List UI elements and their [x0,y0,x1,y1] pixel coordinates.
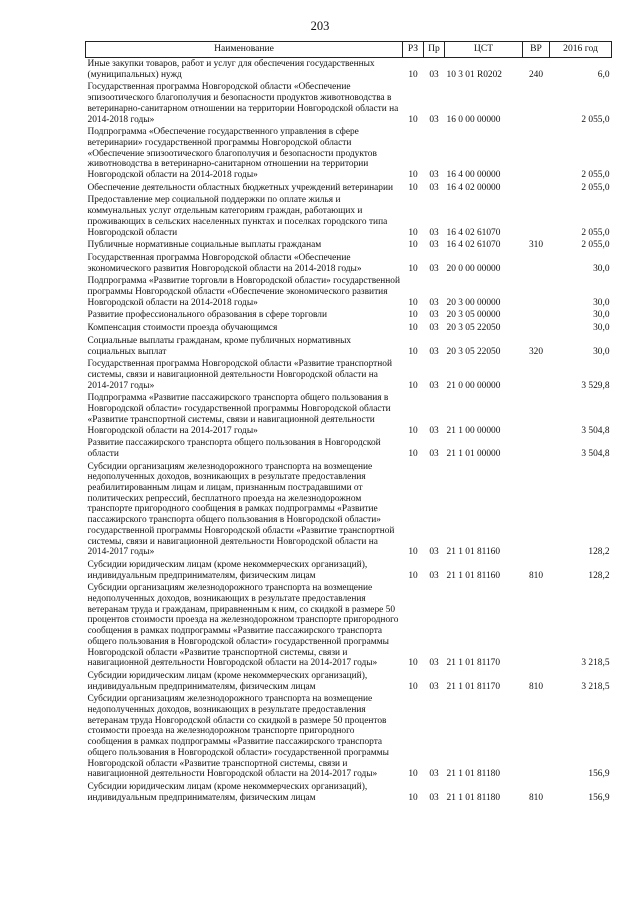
table-row [86,309,612,322]
row-vr: 310 [528,240,544,251]
row-pr: 03 [429,769,439,780]
row-cst: 20 3 00 00000 [446,297,501,308]
row-cst: 21 1 01 81160 [446,547,501,558]
row-pr: 03 [429,380,439,391]
row-amount: 128,2 [588,547,610,558]
row-amount: 3 504,8 [581,448,610,459]
row-amount: 2 055,0 [581,227,610,238]
row-cst: 21 1 01 81170 [446,681,501,692]
row-cst: 16 4 02 00000 [446,182,501,193]
table-row [86,194,612,239]
row-vr [523,194,550,239]
row-rz: 10 [408,570,418,581]
row-name: Государственная программа Новгородской области «Развитие транспортной системы, связи и навигационной деятельности Новгородской области на 2014-2017 годы» [87,359,392,391]
table-row [86,335,612,358]
row-vr: 810 [528,570,544,581]
row-amount: 2 055,0 [581,240,610,251]
row-vr [523,582,550,670]
header-pr: Пр [424,42,445,58]
row-cst: 16 0 00 00000 [446,114,501,125]
row-name: Субсидии юридическим лицам (кроме некоммерческих организаций), индивидуальным предпринимателям, физическим лицам [87,782,368,803]
row-rz: 10 [408,448,418,459]
header-vr: ВР [523,42,550,58]
row-rz: 10 [408,240,418,251]
row-name: Развитие профессионального образования в сфере торговли [87,310,328,321]
row-name: Субсидии организациям железнодорожного транспорта на возмещение недополученных доходов, возникающих в результате предоставления ветеранам труда Новгородской области со скидкой в размере 50 процентов стоимости проезда на железнодорожном транспорте пригородного сообщения в рамках подпрограммы «Развитие пассажирского транспорта общего пользования в Новгородской области» государственной программы Новгородской области «Развитие транспортной системы, связи и навигационной деятельности Новгородской области на 2014-2017 годы» [87,694,389,780]
row-amount: 2 055,0 [581,182,610,193]
row-name: Субсидии организациям железнодорожного транспорта на возмещение недополученных доходов, возникающих в результате предоставления реабилитированным лицам и лицам, признанным пострадавшими от политических репрессий, бесплатного проезда на железнодорожном транспорте пригородного сообщения в рамках подпрограммы «Развитие пассажирского транспорта общего пользования в Новгородской области» государственной программы Новгородской области «Развитие транспортной системы, связи и навигационной деятельности Новгородской области на 2014-2017 годы» [87,461,395,558]
row-pr: 03 [429,792,439,803]
row-amount: 2 055,0 [581,170,610,181]
table-row [86,559,612,582]
row-name: Подпрограмма «Развитие пассажирского транспорта общего пользования в Новгородской области» государственной программы Новгородской области «Развитие транспортной системы, связи и навигационной деятельности Новгородской области на 2014-2017 годы» [87,393,391,436]
table-row [86,670,612,693]
row-vr [523,358,550,392]
row-vr [523,252,550,275]
row-cst: 21 1 01 81180 [446,792,501,803]
row-pr: 03 [429,227,439,238]
header-cst: ЦСТ [445,42,523,58]
budget-table [85,41,612,804]
row-name: Предоставление мер социальной поддержки по оплате жилья и коммунальных услуг отдельным категориям граждан, работающих и проживающих в сельских населенных пунктах и поселках городского типа Новгородской области [87,195,388,238]
row-cst: 10 3 01 R0202 [446,69,502,80]
row-vr [523,693,550,781]
row-pr: 03 [429,346,439,357]
row-vr [523,182,550,195]
table-row [86,781,612,804]
row-amount: 30,0 [593,346,610,357]
row-cst: 16 4 00 00000 [446,170,501,181]
row-vr: 810 [528,681,544,692]
row-name: Государственная программа Новгородской области «Обеспечение эпизоотического благополучия и безопасности продуктов животноводства в ветеринарно-санитарном отношении на территории Новгородской области на 2014-2018 годы» [87,82,399,125]
table-row [86,693,612,781]
row-amount: 30,0 [593,297,610,308]
row-cst: 21 1 01 00000 [446,448,501,459]
row-amount: 156,9 [588,792,610,803]
row-pr: 03 [429,547,439,558]
row-rz: 10 [408,297,418,308]
row-pr: 03 [429,69,439,80]
row-vr [523,392,550,437]
row-pr: 03 [429,240,439,251]
table-row [86,275,612,309]
row-pr: 03 [429,170,439,181]
row-amount: 30,0 [593,263,610,274]
row-cst: 20 3 05 00000 [446,310,501,321]
row-rz: 10 [408,425,418,436]
table-row [86,437,612,460]
row-amount: 3 529,8 [581,380,610,391]
row-name: Компенсация стоимости проезда обучающимся [87,323,278,334]
table-header-row [86,42,612,58]
row-pr: 03 [429,182,439,193]
row-amount: 30,0 [593,323,610,334]
row-vr: 320 [528,346,544,357]
row-amount: 2 055,0 [581,114,610,125]
row-name: Развитие пассажирского транспорта общего пользования в Новгородской области [87,438,381,459]
row-pr: 03 [429,114,439,125]
row-amount: 3 504,8 [581,425,610,436]
row-vr [523,322,550,335]
table-row [86,239,612,252]
row-cst: 20 0 00 00000 [446,263,501,274]
row-cst: 16 4 02 61070 [446,227,501,238]
row-rz: 10 [408,69,418,80]
row-cst: 21 1 00 00000 [446,425,501,436]
row-vr [523,437,550,460]
row-rz: 10 [408,769,418,780]
row-amount: 30,0 [593,310,610,321]
row-rz: 10 [408,658,418,669]
row-vr [523,275,550,309]
row-name: Обеспечение деятельности областных бюджетных учреждений ветеринарии [87,182,393,193]
row-pr: 03 [429,658,439,669]
row-vr [523,81,550,126]
row-pr: 03 [429,425,439,436]
row-rz: 10 [408,310,418,321]
row-rz: 10 [408,114,418,125]
table-row [86,322,612,335]
row-cst: 21 1 01 81160 [446,570,501,581]
row-amount: 3 218,5 [581,681,610,692]
table-row [86,81,612,126]
row-pr: 03 [429,570,439,581]
row-amount: 3 218,5 [581,658,610,669]
row-rz: 10 [408,792,418,803]
row-rz: 10 [408,170,418,181]
row-cst: 20 3 05 22050 [446,323,501,334]
row-cst: 21 0 00 00000 [446,380,501,391]
row-rz: 10 [408,547,418,558]
row-name: Подпрограмма «Обеспечение государственного управления в сфере ветеринарии» государственной программы Новгородской области «Обеспечение эпизоотического благополучия и безопасности продуктов животноводства в ветеринарно-санитарном отношении на территории Новгородской области на 2014-2018 годы» [87,127,377,181]
row-rz: 10 [408,182,418,193]
row-pr: 03 [429,681,439,692]
row-vr [523,309,550,322]
table-row [86,461,612,559]
row-name: Социальные выплаты гражданам, кроме публичных нормативных социальных выплат [87,335,352,357]
table-row [86,582,612,670]
table-row [86,392,612,437]
row-name: Субсидии юридическим лицам (кроме некоммерческих организаций), индивидуальным предпринимателям, физическим лицам [87,670,368,692]
row-name: Публичные нормативные социальные выплаты гражданам [87,240,322,251]
row-amount: 156,9 [588,769,610,780]
table-row [86,58,612,82]
table-row [86,126,612,182]
row-name: Государственная программа Новгородской области «Обеспечение экономического развития Новгородской области на 2014-2018 годы» [87,252,362,274]
row-amount: 6,0 [597,69,610,80]
header-rz: РЗ [403,42,424,58]
row-rz: 10 [408,323,418,334]
row-name: Подпрограмма «Развитие торговли в Новгородской области» государственной программы Новгородской области «Обеспечение экономического развития Новгородской области на 2014-2018 годы» [87,276,400,308]
row-pr: 03 [429,263,439,274]
row-vr: 810 [528,792,544,803]
row-pr: 03 [429,310,439,321]
row-pr: 03 [429,448,439,459]
row-vr [523,126,550,182]
row-rz: 10 [408,227,418,238]
row-rz: 10 [408,380,418,391]
page-number: 203 [310,19,330,33]
header-name: Наименование [86,42,403,58]
row-cst: 20 3 05 22050 [446,346,501,357]
row-pr: 03 [429,297,439,308]
header-year: 2016 год [550,42,612,58]
row-cst: 21 1 01 81180 [446,769,501,780]
row-rz: 10 [408,346,418,357]
table-row [86,252,612,275]
row-rz: 10 [408,681,418,692]
table-row [86,358,612,392]
row-name: Иные закупки товаров, работ и услуг для обеспечения государственных (муниципальных) нужд [87,59,375,80]
row-cst: 16 4 02 61070 [446,240,501,251]
row-cst: 21 1 01 81170 [446,658,501,669]
row-vr [523,461,550,559]
row-name: Субсидии организациям железнодорожного транспорта на возмещение недополученных доходов, возникающих в результате предоставления ветеранам труда и гражданам, приравненным к ним, со скидкой в размере 50 процентов стоимости проезда на железнодорожном транспорте пригородного сообщения в рамках подпрограммы «Развитие пассажирского транспорта общего пользования в Новгородской области» государственной программы Новгородской области «Развитие транспортной системы, связи и навигационной деятельности Новгородской области на 2014-2017 годы» [87,583,399,669]
row-amount: 128,2 [588,570,610,581]
row-rz: 10 [408,263,418,274]
row-pr: 03 [429,323,439,334]
row-name: Субсидии юридическим лицам (кроме некоммерческих организаций), индивидуальным предпринимателям, физическим лицам [87,559,368,581]
table-row [86,182,612,195]
row-vr: 240 [528,69,544,80]
